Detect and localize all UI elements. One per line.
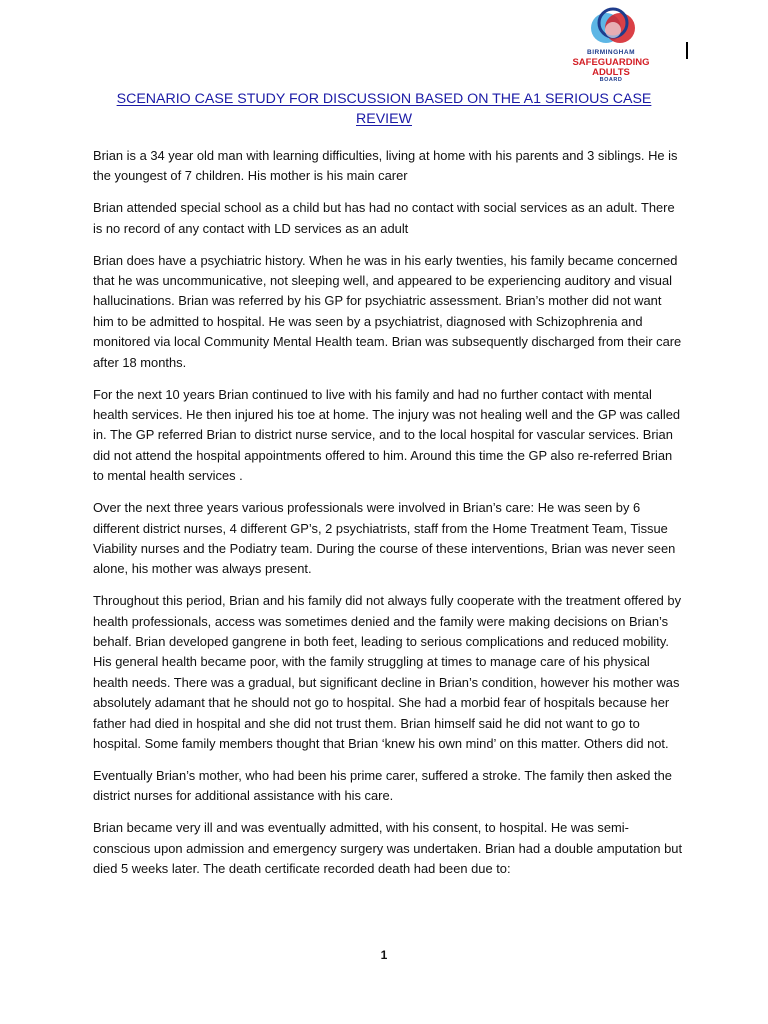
document-body bbox=[93, 146, 683, 891]
paragraph-1: Brian is a 34 year old man with learning difficulties, living at home with his parents and 3 siblings. He is the youngest of 7 children. His mother is his main carer bbox=[93, 148, 678, 184]
safeguarding-board-logo bbox=[560, 6, 662, 86]
document-title[interactable]: SCENARIO CASE STUDY FOR DISCUSSION BASED ON THE A1 SERIOUS CASE REVIEW bbox=[116, 91, 652, 127]
page-number: 1 bbox=[380, 948, 388, 962]
paragraph-4: For the next 10 years Brian continued to live with his family and had no further contact with mental health services. He then injured his toe at home. The injury was not healing well and the GP was called in. The GP referred Brian to district nurse service, and to the local hospital for vascular services. Brian did not attend the hospital appointments offered to him. Around this time the GP also re-referred Brian to mental health services . bbox=[93, 386, 681, 484]
logo-line2-text: ADULTS bbox=[592, 67, 630, 78]
paragraph-8: Brian became very ill and was eventually admitted, with his consent, to hospital. He was semi-conscious upon admission and emergency surgery was undertaken. Brian had a double amputation but died 5 weeks later. The death certificate recorded death had been due to: bbox=[93, 820, 683, 877]
paragraph-2: Brian attended special school as a child but has had no contact with social services as an adult. There is no record of any contact with LD services as an adult bbox=[93, 200, 675, 236]
text-cursor-icon bbox=[686, 42, 688, 59]
logo-line1-text: SAFEGUARDING bbox=[572, 57, 650, 68]
logo-city-text: BIRMINGHAM bbox=[587, 49, 635, 56]
paragraph-6: Throughout this period, Brian and his family did not always fully cooperate with the treatment offered by health professionals, access was sometimes denied and the family were making decisions on Brian’s behalf. Brian developed gangrene in both feet, leading to serious complications and reduced mobility. His general health became poor, with the family struggling at times to manage care of his physical health needs. There was a gradual, but significant decline in Brian’s condition, however his mother was absolutely adamant that he should not go to hospital. She had a morbid fear of hospitals because her father had died in hospital and she did not trust them. Brian himself said he did not want to go to hospital. Some family members thought that Brian ‘knew his own mind’ on this matter. Others did not. bbox=[93, 593, 682, 752]
paragraph-7: Eventually Brian’s mother, who had been his prime carer, suffered a stroke. The family then asked the district nurses for additional assistance with his care. bbox=[93, 767, 672, 804]
paragraph-3: Brian does have a psychiatric history. When he was in his early twenties, his family became concerned that he was uncommunicative, not sleeping well, and appeared to be experiencing auditory and visual hallucinations. Brian was referred by his GP for psychiatric assessment. Brian’s mother did not want him to be admitted to hospital. He was seen by a psychiatrist, diagnosed with Schizophrenia and monitored via local Community Mental Health team. Brian was subsequently discharged from their care after 18 months. bbox=[93, 252, 682, 370]
logo-circles-icon bbox=[560, 6, 662, 54]
logo-line3-text: BOARD bbox=[599, 77, 623, 83]
paragraph-5: Over the next three years various professionals were involved in Brian’s care: He was seen by 6 different district nurses, 4 different GP’s, 2 psychiatrists, staff from the Home Treatment Team, Tissue Viability nurses and the Podiatry team. During the course of these interventions, Brian was never seen alone, his mother was always present. bbox=[93, 500, 676, 577]
